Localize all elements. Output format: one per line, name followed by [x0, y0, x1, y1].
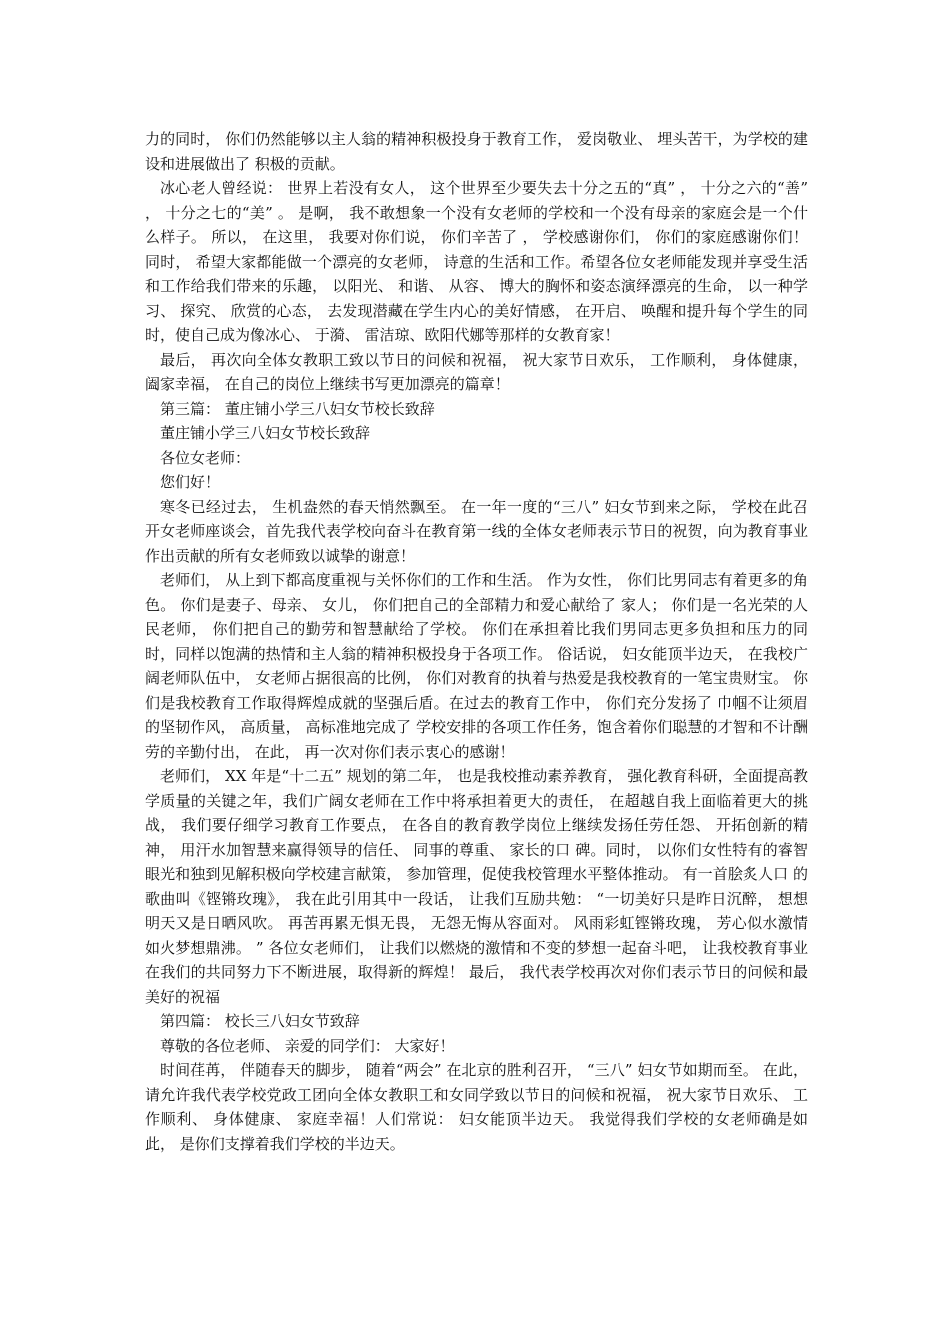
paragraph: 时间荏苒， 伴随春天的脚步， 随着“两会” 在北京的胜利召开， “三八” 妇女节如期而至。 在此， 请允许我代表学校党政工团向全体女教职工和女同学致以节日的问候和祝福， 祝大家节日欢乐、 工作顺利、 身体健康、 家庭幸福！人们常说： 妇女能顶半边天。 我觉得我们学校的女老师确是如此， 是你们支撑着我们学校的半边天。: [145, 1061, 808, 1153]
paragraph: 老师们， 从上到下都高度重视与关怀你们的工作和生活。 作为女性， 你们比男同志有着更多的角色。 你们是妻子、母亲、 女儿， 你们把自己的全部精力和爱心献给了 家人； 你们是一名光荣的人民老师， 你们把自己的勤劳和智慧献给了学校。 你们在承担着比我们男同志更多负担和压力的同时，同样以饱满的热情和主人翁的精神积极投身于各项工作。 俗话说， 妇女能顶半边天， 在我校广阔老师队伍中， 女老师占据很高的比例， 你们对教育的执着与热爱是我校教育的一笔宝贵财宝。 你们是我校教育工作取得辉煌成就的坚强后盾。在过去的教育工作中， 你们充分发扬了 巾帼不让须眉的坚韧作风， 高质量， 高标准地完成了 学校安排的各项工作任务，饱含着你们聪慧的才智和不计酬劳的辛勤付出， 在此， 再一次对你们表示衷心的感谢！: [145, 571, 808, 761]
paragraph: 寒冬已经过去， 生机盎然的春天悄然飘至。 在一年一度的“三八” 妇女节到来之际， 学校在此召开女老师座谈会，首先我代表学校向奋斗在教育第一线的全体女老师表示节日的祝贺，向为教育事业作出贡献的所有女老师致以诚挚的谢意！: [145, 497, 808, 565]
salutation: 尊敬的各位老师、 亲爱的同学们： 大家好！: [160, 1036, 455, 1055]
section-title: 第四篇： 校长三八妇女节致辞: [160, 1012, 360, 1030]
document-body: [145, 127, 808, 1156]
paragraph: 最后， 再次向全体女教职工致以节日的问候和祝福， 祝大家节日欢乐， 工作顺利， 身体健康， 阖家幸福， 在自己的岗位上继续书写更加漂亮的篇章！: [145, 350, 808, 393]
paragraph: 老师们， XX 年是“十二五” 规划的第二年， 也是我校推动素养教育， 强化教育科研，全面提高教学质量的关键之年，我们广阔女老师在工作中将承担着更大的责任， 在超越自我上面临着更大的挑战， 我们要仔细学习教育工作要点， 在各自的教育教学岗位上继续发扬任劳任怨、 开拓创新的精神， 用汗水加智慧来赢得领导的信任、 同事的尊重、 家长的口 碑。同时， 以你们女性特有的睿智眼光和独到见解积极向学校建言献策， 参加管理，促使我校管理水平整体推动。 有一首脍炙人口 的歌曲叫《铿锵玫瑰》， 我在此引用其中一段话， 让我们互励共勉： “一切美好只是昨日沉醉， 想想明天又是日晒风吹。 再苦再累无惧无畏， 无怨无悔从容面对。 风雨彩虹铿锵玫瑰， 芳心似水激情如火梦想鼎沸。 ” 各位女老师们， 让我们以燃烧的激情和不变的梦想一起奋斗吧， 让我校教育事业在我们的共同努力下不断进展，取得新的辉煌！ 最后， 我代表学校再次对你们表示节日的问候和最美好的祝福: [145, 767, 808, 1006]
salutation: 各位女老师：: [160, 448, 251, 467]
section-title: 第三篇： 董庄铺小学三八妇女节校长致辞: [160, 399, 435, 418]
paragraph: 力的同时， 你们仍然能够以主人翁的精神积极投身于教育工作， 爱岗敬业、 埋头苦干，为学校的建设和进展做出了 积极的贡献。: [145, 130, 808, 173]
greeting: 您们好！: [160, 473, 221, 491]
speech-title: 董庄铺小学三八妇女节校长致辞: [160, 424, 371, 442]
paragraph: 冰心老人曾经说： 世界上若没有女人， 这个世界至少要失去十分之五的“真” ， 十分之六的“善” ， 十分之七的“美” 。 是啊， 我不敢想象一个没有女老师的学校和一个没有母亲的家庭会是一个什么样子。 所以， 在这里， 我要对你们说， 你们辛苦了 ， 学校感谢你们， 你们的家庭感谢你们！同时， 希望大家都能做一个漂亮的女老师， 诗意的生活和工作。希望各位女老师能发现并享受生活和工作给我们带来的乐趣， 以阳光、 和谐、 从容、 博大的胸怀和姿态演绎漂亮的生命， 以一种学习、 探究、 欣赏的心态， 去发现潜藏在学生内心的美好情感， 在开启、 唤醒和提升每个学生的同时，使自己成为像冰心、 于漪、 雷洁琼、欧阳代娜等那样的女教育家！: [145, 179, 808, 344]
